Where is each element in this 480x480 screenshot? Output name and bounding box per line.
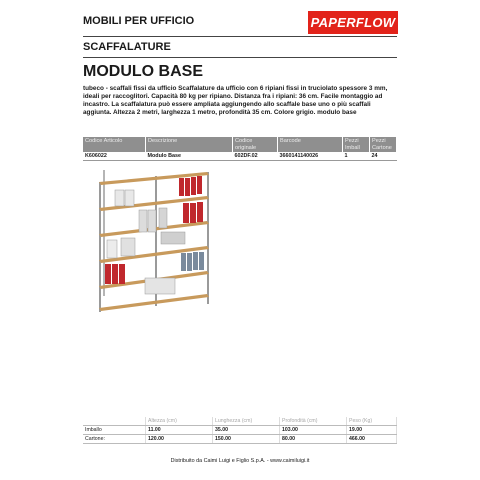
dims-row-label: Cartone: [83, 435, 146, 444]
dims-cell: 120.00 [146, 435, 213, 444]
product-description: tubeco - scaffali fissi da ufficio Scaffalature da ufficio con 6 ripiani fissi in truciolato spessore 3 mm, ideali per raccoglitori. Capacità 80 kg per ripiano. Distanza fra i ripiani: 36 cm. Facile montaggio ad incastro. La scaffalatura può essere ampliata aggiungendo allo scaffale base uno o più scaffali aggiunta. Altezza 2 metri, larghezza 1 metro, profondità 35 cm. Colore grigio. modulo base [83, 85, 388, 117]
spec-cell: K606022 [83, 152, 146, 161]
table-row [83, 435, 397, 444]
dims-cell: 150.00 [213, 435, 280, 444]
table-row [83, 426, 397, 435]
spec-header-cell: Pezzi Cartone [370, 137, 397, 152]
header-divider [83, 36, 397, 37]
product-photo [95, 168, 215, 313]
product-title: MODULO BASE [83, 63, 203, 80]
spec-table [83, 137, 397, 161]
spec-header-cell: Barcode [278, 137, 343, 152]
spec-header-cell: Pezzi Imball [343, 137, 370, 152]
dims-header-cell: Altezza (cm) [146, 417, 213, 426]
section-title: MOBILI PER UFFICIO [83, 15, 195, 27]
spec-header-row [83, 137, 397, 152]
distributor-footer: Distribuito da Caimi Luigi e Figlio S.p.A. - www.caimiluigi.it [170, 458, 310, 464]
spec-cell: 602DF.02 [233, 152, 278, 161]
dimensions-table [83, 417, 397, 444]
dims-row-label: Imballo [83, 426, 146, 435]
spec-header-cell: Codice Articolo [83, 137, 146, 152]
spec-cell: Modulo Base [146, 152, 233, 161]
spec-cell: 1 [343, 152, 370, 161]
spec-header-cell: Codice originale [233, 137, 278, 152]
table-row [83, 152, 397, 161]
dims-header-cell: Profondità (cm) [280, 417, 347, 426]
dims-header-cell: Lunghezza (cm) [213, 417, 280, 426]
dims-header-row [83, 417, 397, 426]
spec-cell: 3660141140026 [278, 152, 343, 161]
dims-cell: 466.00 [347, 435, 397, 444]
dims-cell: 80.00 [280, 435, 347, 444]
dims-cell: 19.00 [347, 426, 397, 435]
dims-header-cell [83, 417, 146, 426]
subheader-divider [83, 57, 397, 58]
dims-header-cell: Peso (Kg) [347, 417, 397, 426]
spec-header-cell: Descrizione [146, 137, 233, 152]
dims-cell: 103.00 [280, 426, 347, 435]
subsection-title: SCAFFALATURE [83, 41, 171, 53]
dims-cell: 11.00 [146, 426, 213, 435]
spec-cell: 24 [370, 152, 397, 161]
brand-logo: PAPERFLOW [308, 11, 398, 34]
dims-cell: 35.00 [213, 426, 280, 435]
